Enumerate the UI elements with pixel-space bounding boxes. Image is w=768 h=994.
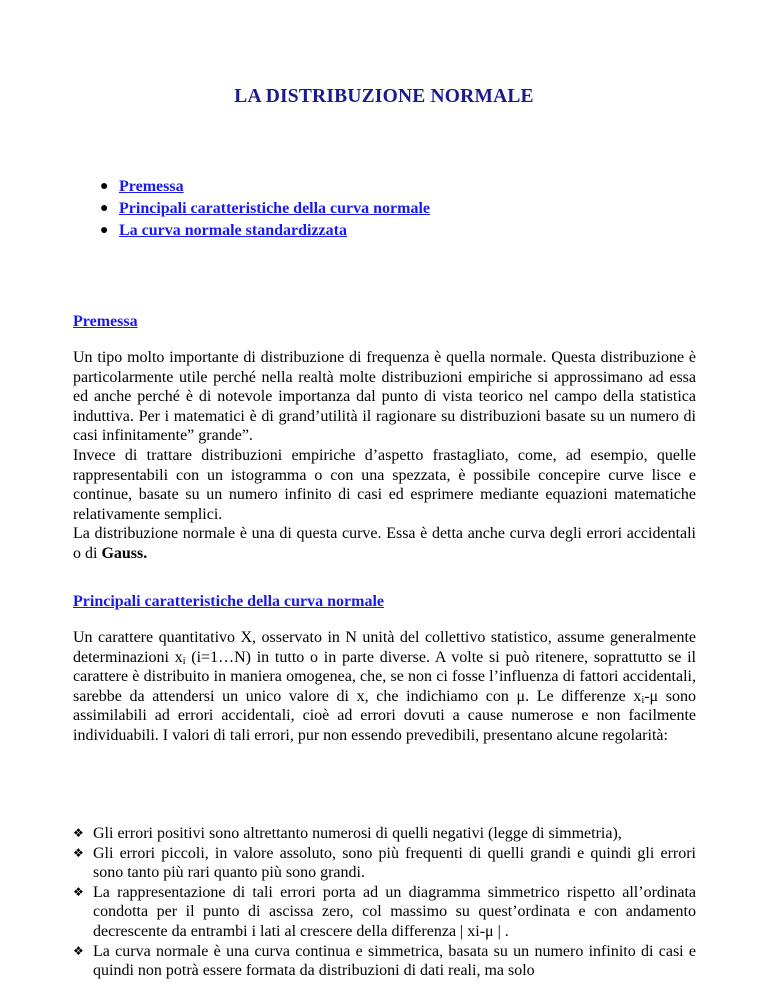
section-body-caratteristiche (73, 628, 696, 746)
paragraph-text: (i=1…N) in tutto o in parte diverse. A volte si può ritenere, soprattutto se il carattere è distribuito in maniera omogenea, che, se non ci fosse l’influenza di fattori accidentali, sarebbe da attendersi un unico valore di x, che indichiamo con μ. Le differenze x (73, 648, 697, 705)
paragraph-text: -μ sono assimilabili ad errori accidentali, cioè ad errori dovuti a cause numerose e non facilmente individuabili. I valori di tali errori, pur non essendo prevedibili, presentano alcune regolarità: (73, 687, 696, 744)
subscript: i (641, 694, 645, 706)
toc-link-standardizzata[interactable]: La curva normale standardizzata (119, 222, 347, 239)
document-title: LA DISTRIBUZIONE NORMALE (234, 86, 534, 107)
bullet-icon: ● (100, 223, 109, 238)
bullet-icon: ● (100, 201, 109, 216)
paragraph (73, 628, 696, 746)
bullet-icon: ● (100, 179, 109, 194)
paragraph-text: Un carattere quantitativo X, osservato in N unità del collettivo statistico, assume generalmente determinazioni x (73, 629, 696, 666)
list-item-text: La curva normale è una curva continua e simmetrica, basata su un numero infinito di casi e quindi non potrà essere formata da distribuzioni di dati reali, ma solo (93, 942, 696, 980)
list-item-text: La rappresentazione di tali errori porta ad un diagramma simmetrico rispetto all’ordinata condotta per il punto di ascissa zero, col massimo su quest’ordinata e con andamento decrescente da entrambi i lati al crescere della differenza | xi-μ | . (93, 883, 696, 940)
list-item (73, 824, 696, 844)
diamond-bullet-icon: ❖ (73, 884, 84, 899)
diamond-bullet-icon: ❖ (73, 845, 84, 860)
section-heading-caratteristiche[interactable]: Principali caratteristiche della curva normale (73, 593, 385, 610)
list-item (73, 942, 696, 981)
table-of-contents (97, 176, 430, 242)
paragraph: Un tipo molto importante di distribuzione di frequenza è quella normale. Questa distribuzione è particolarmente utile perché nella realtà molte distribuzioni empiriche si approssimano ad essa ed anche perché è di notevole importanza dal punto di vista teorico nel campo della statistica induttiva. Per i matematici è di grand’utilità il ragionare su distribuzioni basate su un numero di casi infinitamente” grande”. (73, 349, 696, 445)
properties-list (73, 824, 696, 981)
list-item-text: Gli errori positivi sono altrettanto numerosi di quelli negativi (legge di simmetria), (93, 825, 622, 842)
diamond-bullet-icon: ❖ (73, 826, 84, 840)
list-item (73, 844, 696, 883)
section-heading-premessa[interactable]: Premessa (73, 313, 138, 330)
list-item-text: Gli errori piccoli, in valore assoluto, sono più frequenti di quelli grandi e quindi gli errori sono tanto più rari quanto più sono grandi. (93, 844, 696, 882)
subscript: i (182, 655, 186, 667)
diamond-bullet-icon: ❖ (73, 943, 84, 958)
paragraph: Invece di trattare distribuzioni empiriche d’aspetto frastagliato, come, ad esempio, quelle rappresentabili con un istogramma o con una spezzata, è possibile concepire curve lisce e continue, basate su un numero infinito di casi ed esprimere mediante equazioni matematiche relativamente semplici. (73, 446, 696, 523)
toc-item-standardizzata (97, 220, 430, 242)
toc-link-caratteristiche[interactable]: Principali caratteristiche della curva normale (119, 200, 431, 217)
toc-link-premessa[interactable]: Premessa (119, 178, 184, 195)
paragraph-text: La distribuzione normale è una di questa curve. Essa è detta anche curva degli errori accidentali o di (73, 525, 696, 562)
list-item (73, 883, 696, 942)
toc-item-caratteristiche (97, 198, 430, 220)
section-body-premessa (73, 348, 696, 564)
gauss-bold: Gauss. (101, 544, 148, 562)
paragraph (73, 524, 696, 563)
toc-item-premessa (97, 176, 430, 198)
